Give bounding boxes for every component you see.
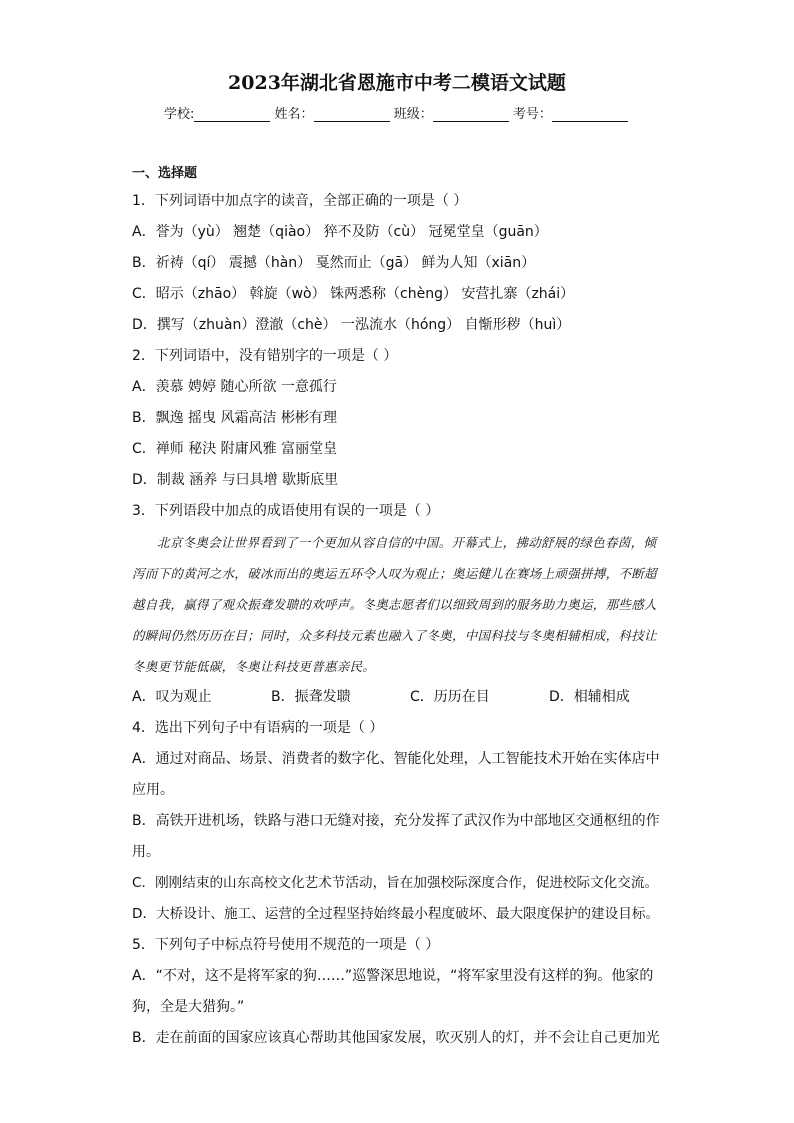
- question-2-option-d: D．制裁 涵养 与曰具增 歇斯底里: [132, 472, 339, 488]
- question-3-option-d: D．相辅相成: [549, 689, 630, 705]
- question-4-option-b: B．高铁开进机场，铁路与港口无缝对接，充分发挥了武汉作为中部地区交通枢纽的作用。: [132, 813, 660, 860]
- school-field[interactable]: [194, 109, 270, 122]
- question-3-option-c: C．历历在目: [410, 689, 490, 705]
- question-5-option-b: B．走在前面的国家应该真心帮助其他国家发展，吹灭别人的灯，并不会让自己更加光: [132, 1030, 660, 1046]
- page-title: 2023年湖北省恩施市中考二模语文试题: [228, 72, 566, 94]
- question-4-stem: 4．选出下列句子中有语病的一项是（ ）: [132, 720, 384, 736]
- section-heading: 一、选择题: [132, 166, 198, 181]
- question-2-stem: 2．下列词语中，没有错别字的一项是（ ）: [132, 348, 398, 364]
- question-3-option-a: A．叹为观止: [132, 689, 212, 705]
- question-2-option-b: B．飘逸 摇曳 风霜高洁 彬彬有理: [132, 410, 337, 426]
- question-1-option-a: A．誉为（yù） 翘楚（qiào） 猝不及防（cù） 冠冕堂皇（guān）: [132, 224, 548, 240]
- student-info-line: [164, 103, 628, 122]
- question-1-stem: 1．下列词语中加点字的读音，全部正确的一项是（ ）: [132, 193, 468, 209]
- school-label: 学校:: [164, 107, 195, 122]
- question-4-option-c: C．刚刚结束的山东高校文化艺术节活动，旨在加强校际深度合作，促进校际文化交流。: [132, 875, 659, 891]
- number-label: 考号：: [512, 107, 552, 122]
- question-2-option-a: A．羡慕 娉婷 随心所欲 一意孤行: [132, 379, 337, 395]
- question-3-stem: 3．下列语段中加点的成语使用有误的一项是（ ）: [132, 503, 440, 519]
- question-3-option-b: B．振聋发聩: [271, 689, 351, 705]
- exam-content: [132, 162, 664, 1054]
- question-1-option-b: B．祈祷（qí） 震撼（hàn） 戛然而止（gā） 鲜为人知（xiān）: [132, 255, 536, 271]
- question-3-options: [132, 682, 664, 713]
- question-5-stem: 5．下列句子中标点符号使用不规范的一项是（ ）: [132, 937, 440, 953]
- question-2-option-c: C．禅师 秘決 附庸风雅 富丽堂皇: [132, 441, 338, 457]
- class-label: 班级：: [393, 107, 433, 122]
- question-5-option-a: A．“不对，这不是将军家的狗……”巡警深思地说，“将军家里没有这样的狗。他家的狗，全是大猎狗。”: [132, 968, 654, 1015]
- name-label: 姓名：: [274, 107, 314, 122]
- question-1-option-c: C．昭示（zhāo） 斡旋（wò） 铢两悉称（chèng） 安营扎寨（zhái）: [132, 286, 575, 302]
- question-3-passage: 北京冬奥会让世界看到了一个更加从容自信的中国。开幕式上，拂动舒展的绿色春茵，倾泻而下的黄河之水，破冰而出的奥运五环令人叹为观止；奥运健儿在赛场上顽强拼搏，不断超越自我，赢得了观众振聋发聩的欢呼声。冬奥志愿者们以细致周到的服务助力奥运，那些感人的瞬间仍然历历在目；同时，众多科技元素也融入了冬奥，中国科技与冬奥相辅相成，科技让冬奥更节能低碳，冬奥让科技更普惠亲民。: [132, 535, 657, 674]
- question-1-option-d: D．撰写（zhuàn）澄澈（chè） 一泓流水（hóng） 自惭形秽（huì）: [132, 317, 571, 333]
- question-4-option-d: D．大桥设计、施工、运营的全过程坚持始终最小程度破坏、最大限度保护的建设目标。: [132, 906, 660, 922]
- name-field[interactable]: [314, 109, 390, 122]
- class-field[interactable]: [433, 109, 509, 122]
- number-field[interactable]: [552, 109, 628, 122]
- question-4-option-a: A．通过对商品、场景、消费者的数字化、智能化处理，人工智能技术开始在实体店中应用。: [132, 751, 660, 798]
